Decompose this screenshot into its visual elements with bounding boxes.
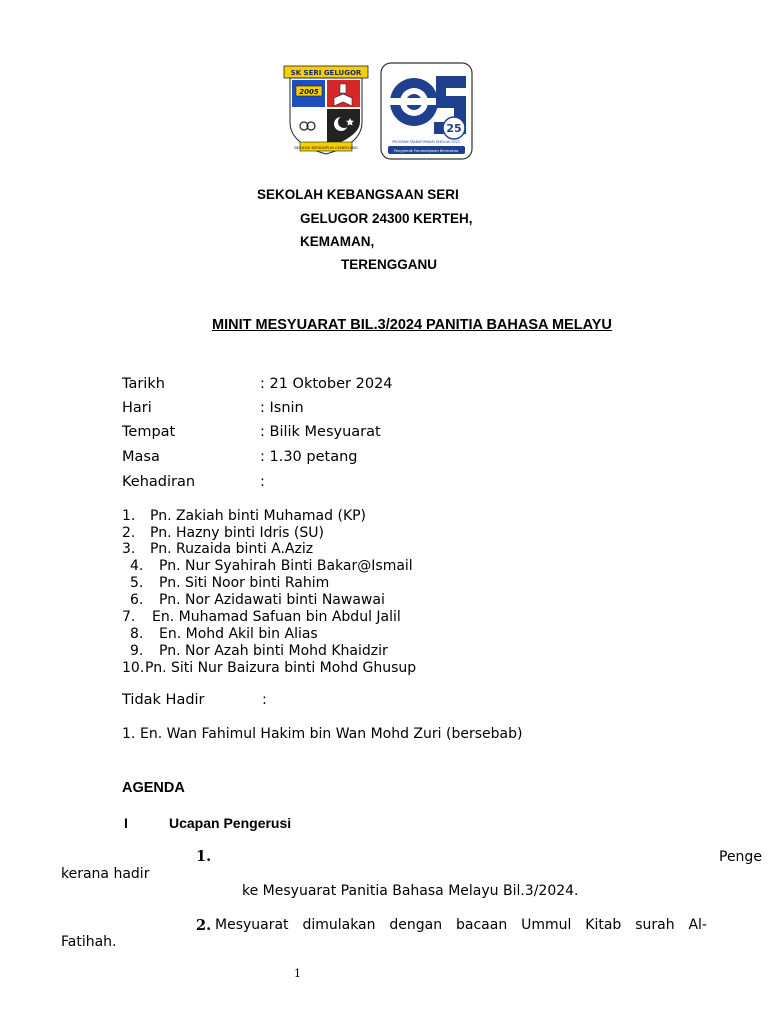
agenda-item-1-word: Penge [719, 849, 762, 865]
info-label-tarikh: Tarikh [122, 376, 165, 392]
attendee-number: 9. [130, 643, 144, 659]
attendee-name: Pn. Hazny binti Idris (SU) [150, 525, 324, 541]
info-label-kehadiran: Kehadiran [122, 474, 196, 490]
attendee-name: Pn. Siti Nur Baizura binti Mohd Ghusup [145, 660, 417, 676]
agenda-item-1-continuation: kerana hadir [61, 866, 150, 882]
page-number: 1 [294, 967, 301, 980]
attendee-number: 6. [130, 592, 144, 608]
attendee-number: 5. [130, 575, 144, 591]
absent-colon: : [262, 692, 267, 708]
info-value-tempat: : Bilik Mesyuarat [260, 424, 381, 440]
attendee-number: 10. [122, 660, 145, 676]
info-value-masa: : 1.30 petang [260, 449, 358, 465]
absent-label: Tidak Hadir [122, 692, 205, 708]
info-label-masa: Masa [122, 449, 160, 465]
address-line-4: TERENGGANU [341, 257, 438, 272]
programme-25-logo [380, 62, 473, 160]
agenda-item-1-line-2: ke Mesyuarat Panitia Bahasa Melayu Bil.3/2024. [242, 883, 579, 899]
programme-tagline-text: Penggerak Pembelajaran Bermakna [393, 149, 459, 153]
info-value-tarikh: : 21 Oktober 2024 [260, 376, 393, 392]
attendee-name: Pn. Ruzaida binti A.Aziz [150, 541, 314, 557]
attendee-name: Pn. Nor Azah binti Mohd Khaidzir [159, 643, 388, 659]
attendee-number: 1. [122, 508, 136, 524]
attendee-name: Pn. Zakiah binti Muhamad (KP) [150, 508, 367, 524]
agenda-heading: AGENDA [122, 780, 185, 796]
info-value-hari: : Isnin [260, 400, 304, 416]
agenda-item-1-number: 1. [196, 848, 212, 865]
attendee-number: 2. [122, 525, 136, 541]
absent-name: En. Wan Fahimul Hakim bin Wan Mohd Zuri (bersebab) [140, 726, 523, 742]
info-label-hari: Hari [122, 400, 152, 416]
address-line-2: GELUGOR 24300 KERTEH, [300, 211, 473, 226]
agenda-section-number: I [124, 815, 128, 831]
agenda-item-2-text: Mesyuarat dimulakan dengan bacaan Ummul Kitab surah Al- [215, 917, 707, 933]
crest-motto-text: BERILMU BERDISIPLIN CEMERLANG [294, 146, 358, 150]
programme-caption-text: PROGRAM TRANSFORMASI SEKOLAH 2025 [392, 140, 460, 144]
attendee-number: 7. [122, 609, 136, 625]
address-line-3: KEMAMAN, [300, 234, 375, 249]
crest-title-text: SK SERI GELUGOR [290, 69, 362, 77]
attendee-name: En. Muhamad Safuan bin Abdul Jalil [152, 609, 401, 625]
document-title: MINIT MESYUARAT BIL.3/2024 PANITIA BAHASA MELAYU [212, 317, 612, 333]
info-label-tempat: Tempat [122, 424, 176, 440]
attendee-name: Pn. Siti Noor binti Rahim [159, 575, 330, 591]
absent-number: 1. [122, 726, 136, 742]
programme-number-text: 25 [446, 122, 462, 135]
attendee-number: 3. [122, 541, 136, 557]
agenda-item-2-continuation: Fatihah. [61, 934, 117, 950]
address-line-1: SEKOLAH KEBANGSAAN SERI [257, 187, 459, 202]
info-value-kehadiran: : [260, 474, 265, 490]
attendee-number: 8. [130, 626, 144, 642]
attendee-name: Pn. Nur Syahirah Binti Bakar@Ismail [159, 558, 413, 574]
school-crest-logo [280, 64, 372, 158]
agenda-item-2-number: 2. [196, 917, 212, 934]
attendee-number: 4. [130, 558, 144, 574]
crest-year-text: 2005 [299, 88, 319, 96]
attendee-name: Pn. Nor Azidawati binti Nawawai [159, 592, 385, 608]
attendee-name: En. Mohd Akil bin Alias [159, 626, 318, 642]
agenda-section-title: Ucapan Pengerusi [169, 815, 292, 831]
